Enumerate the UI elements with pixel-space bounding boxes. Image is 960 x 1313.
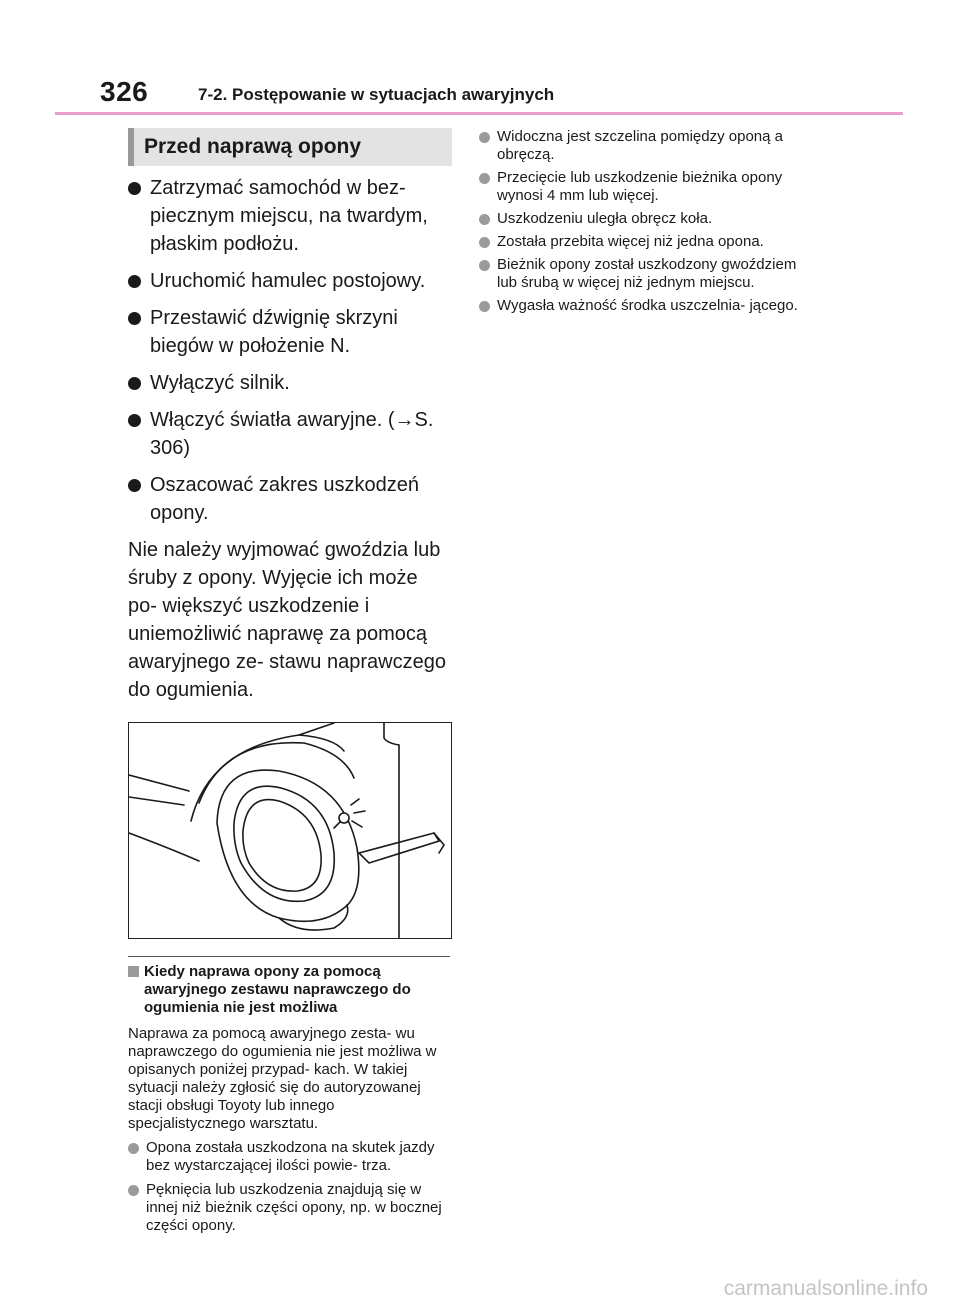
watermark: carmanualsonline.info [723, 1277, 928, 1300]
step-text: Przestawić dźwignię skrzyni biegów w położenie N. [150, 307, 398, 357]
bullet-icon [128, 414, 141, 427]
bullet-icon [128, 275, 141, 288]
bullet-icon [128, 1143, 139, 1154]
bullet-icon [479, 214, 490, 225]
step-item [128, 267, 452, 295]
header-rule [55, 112, 903, 115]
subsection-rule [128, 956, 450, 957]
case-text: Została przebita więcej niż jedna opona. [497, 233, 764, 250]
impossible-cases-list-right [479, 128, 809, 315]
case-item [479, 256, 809, 292]
case-text: Opona została uszkodzona na skutek jazdy bez wystarczającej ilości powie- trza. [146, 1139, 435, 1174]
case-text: Wygasła ważność środka uszczelnia- jącego. [497, 297, 798, 314]
case-item [479, 128, 809, 164]
step-item [128, 406, 452, 462]
step-text: Oszacować zakres uszkodzeń opony. [150, 474, 420, 524]
case-text: Widoczna jest szczelina pomiędzy oponą a obręczą. [497, 128, 783, 163]
case-text: Pęknięcia lub uszkodzenia znajdują się w innej niż bieżnik części opony, np. w bocznej części opony. [146, 1181, 442, 1234]
case-text: Uszkodzeniu uległa obręcz koła. [497, 210, 713, 227]
case-item [479, 297, 809, 315]
bullet-icon [479, 260, 490, 271]
bullet-icon [479, 301, 490, 312]
case-item [479, 233, 809, 251]
step-text: Wyłączyć silnik. [150, 372, 290, 394]
case-item [479, 210, 809, 228]
bullet-icon [479, 173, 490, 184]
square-bullet-icon [128, 966, 139, 977]
case-item [128, 1181, 452, 1235]
case-item [128, 1139, 452, 1175]
bullet-icon [128, 182, 141, 195]
warning-paragraph: Nie należy wyjmować gwoździa lub śruby z opony. Wyjęcie ich może po- większyć uszkodzenie i uniemożliwić naprawę za pomocą awaryjnego ze- stawu naprawczego do ogumienia. [128, 539, 446, 701]
step-text: Zatrzymać samochód w bez- piecznym miejscu, na twardym, płaskim podłożu. [150, 177, 428, 255]
impossible-cases-list-left [128, 1139, 452, 1235]
bullet-icon [128, 479, 141, 492]
step-text: Włączyć światła awaryjne. (→S. 306) [150, 409, 434, 459]
tire-illustration [128, 722, 452, 939]
bullet-icon [479, 132, 490, 143]
chapter-title: 7-2. Postępowanie w sytuacjach awaryjnych [198, 85, 555, 104]
bullet-icon [128, 312, 141, 325]
step-text: Uruchomić hamulec postojowy. [150, 270, 426, 292]
step-item [128, 304, 452, 360]
right-column [479, 128, 809, 320]
bullet-icon [479, 237, 490, 248]
case-text: Bieżnik opony został uszkodzony gwoździem lub śrubą w więcej niż jednym miejscu. [497, 256, 797, 291]
left-column [128, 128, 452, 1241]
step-item [128, 369, 452, 397]
case-text: Przecięcie lub uszkodzenie bieżnika opony wynosi 4 mm lub więcej. [497, 169, 783, 204]
subsection-heading [128, 963, 452, 1017]
step-item [128, 174, 452, 258]
section-heading: Przed naprawą opony [128, 128, 452, 166]
subsection-heading-text: Kiedy naprawa opony za pomocą awaryjnego zestawu naprawczego do ogumienia nie jest możliwa [144, 963, 411, 1016]
preparation-steps-list [128, 174, 452, 527]
tire-puncture-drawing [129, 723, 451, 938]
bullet-icon [128, 1185, 139, 1196]
page-number: 326 [100, 76, 149, 107]
bullet-icon [128, 377, 141, 390]
step-item [128, 471, 452, 527]
subsection-paragraph: Naprawa za pomocą awaryjnego zesta- wu naprawczego do ogumienia nie jest możliwa w opisanych poniżej przypad- kach. W takiej sytuacji należy zgłosić się do autoryzowanej stacji obsługi Toyoty lub innego specjalistycznego warsztatu. [128, 1025, 437, 1132]
case-item [479, 169, 809, 205]
